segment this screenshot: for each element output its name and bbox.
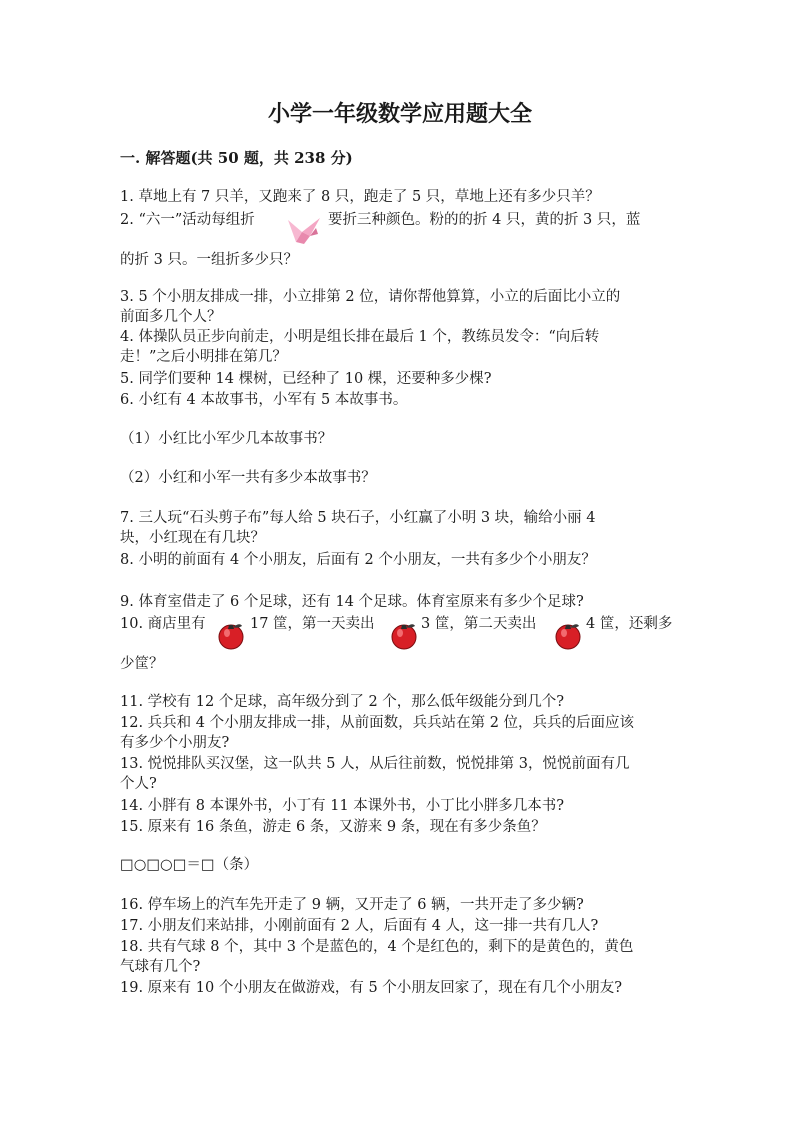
question-7-line-1: 7. 三人玩“石头剪子布”每人给 5 块石子，小红赢了小明 3 块，输给小丽 4 [120,510,596,526]
question-18-line-2: 气球有几个? [120,959,201,975]
question-17: 17. 小朋友们来站排，小刚前面有 2 人，后面有 4 人，这一排一共有几人? [120,918,599,934]
question-12-line-2: 有多少个小朋友? [120,735,230,751]
question-10-part-b: 17 筐，第一天卖出 [250,616,375,632]
question-4-line-1: 4. 体操队员正步向前走，小明是组长排在最后 1 个，教练员发令：“向后转 [120,329,600,345]
question-7-line-2: 块，小红现在有几块？ [120,530,265,546]
question-2-part-b: 要折三种颜色。粉的的折 4 只，黄的折 3 只，蓝 [328,212,641,228]
question-12-line-1: 12. 兵兵和 4 个小朋友排成一排，从前面数，兵兵站在第 2 位，兵兵的后面应该 [120,715,635,731]
question-6-sub-1: （1）小红比小军少几本故事书？ [120,431,333,447]
question-3-line-2: 前面多几个人？ [120,309,222,325]
question-4-line-2: 走！”之后小明排在第几？ [120,349,287,365]
question-13-line-2: 个人? [120,776,157,792]
question-1: 1. 草地上有 7 只羊，又跑来了 8 只，跑走了 5 只，草地上还有多少只羊？ [120,189,600,205]
question-14: 14. 小胖有 8 本课外书，小丁有 11 本课外书，小丁比小胖多几本书? [120,798,565,814]
page-title: 小学一年级数学应用题大全 [267,101,532,127]
question-10-part-d: 4 筐，还剩多 [586,616,673,632]
question-3-line-1: 3. 5 个小朋友排成一排，小立排第 2 位，请你帮他算算，小立的后面比小立的 [120,289,621,305]
apple-icon [389,620,419,650]
question-13-line-1: 13. 悦悦排队买汉堡，这一队共 5 人，从后往前数，悦悦排第 3，悦悦前面有几 [120,756,630,772]
paper-crane-icon [286,212,322,246]
question-10-part-a: 10. 商店里有 [120,616,206,632]
apple-icon [216,620,246,650]
question-6-sub-2: （2）小红和小军一共有多少本故事书？ [120,470,376,486]
question-19: 19. 原来有 10 个小朋友在做游戏，有 5 个小朋友回家了，现在有几个小朋友? [120,980,623,996]
question-11: 11. 学校有 12 个足球，高年级分到了 2 个，那么低年级能分到几个? [120,694,565,710]
question-16: 16. 停车场上的汽车先开走了 9 辆，又开走了 6 辆，一共开走了多少辆? [120,897,584,913]
question-2-part-a: 2. “六一”活动每组折 [120,212,255,228]
question-9: 9. 体育室借走了 6 个足球，还有 14 个足球。体育室原来有多少个足球? [120,594,584,610]
apple-icon [553,620,583,650]
question-18-line-1: 18. 共有气球 8 个，其中 3 个是蓝色的，4 个是红色的，剩下的是黄色的，黄色 [120,939,634,955]
question-6: 6. 小红有 4 本故事书，小军有 5 本故事书。 [120,392,408,408]
question-10-part-e: 少筐？ [120,656,164,672]
section-heading: 一. 解答题(共 50 题，共 238 分) [120,149,353,167]
question-8: 8. 小明的前面有 4 个小朋友，后面有 2 个小朋友，一共有多少个小朋友？ [120,552,596,568]
question-15: 15. 原来有 16 条鱼，游走 6 条，又游来 9 条，现在有多少条鱼？ [120,819,546,835]
question-2-part-c: 的折 3 只。一组折多少只？ [120,252,298,268]
question-5: 5. 同学们要种 14 棵树，已经种了 10 棵，还要种多少棵? [120,371,492,387]
question-10-part-c: 3 筐，第二天卖出 [421,616,537,632]
answer-blank-formula: □○□○□＝□（条） [120,857,259,873]
